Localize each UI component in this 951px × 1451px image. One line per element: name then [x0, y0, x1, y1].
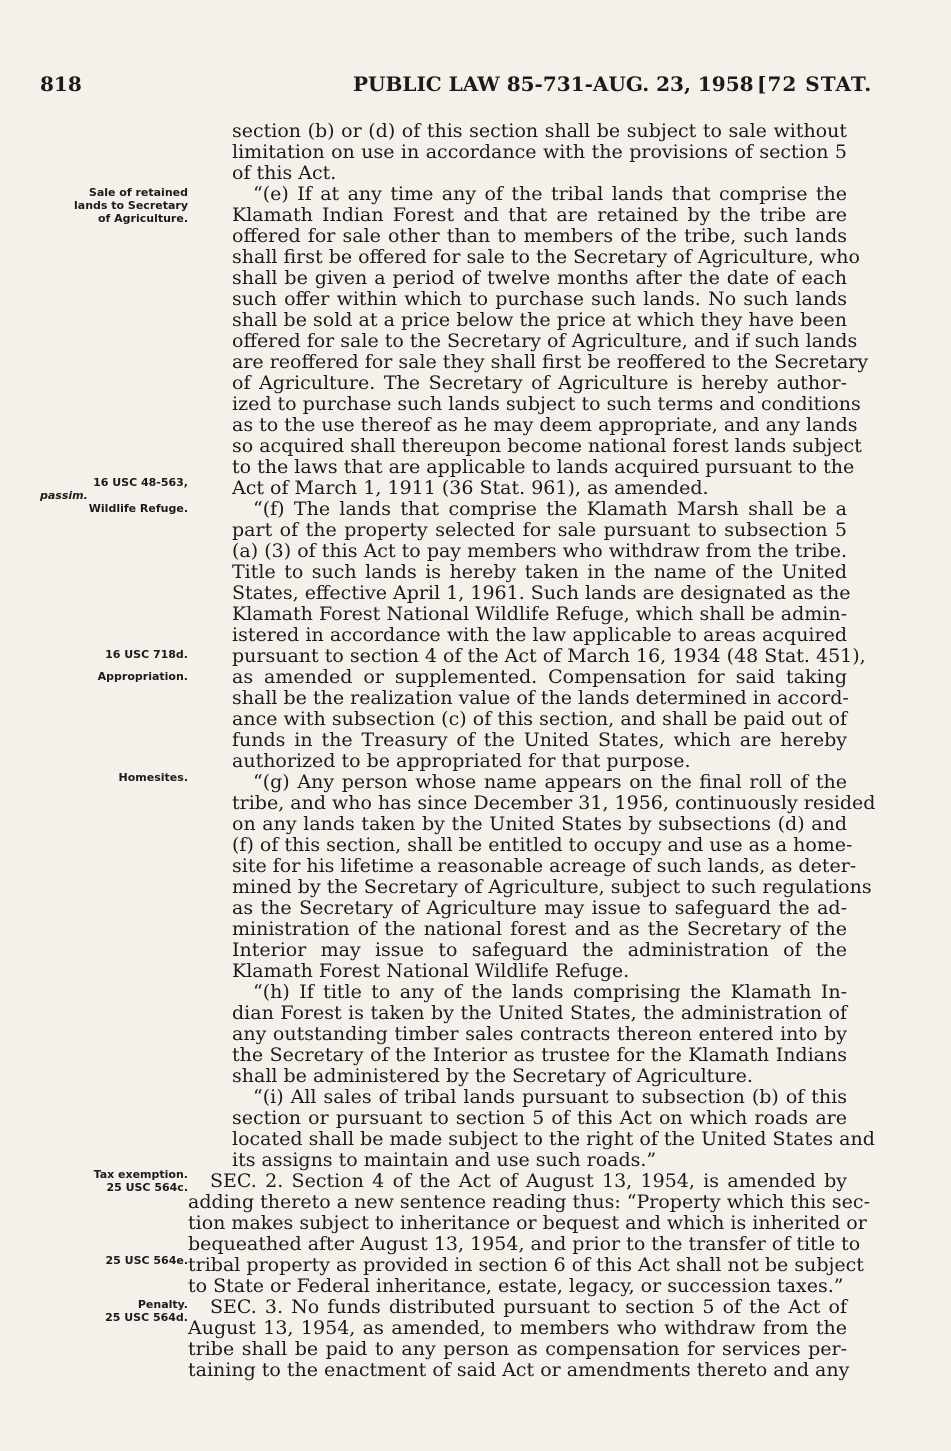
text-line: “(h) If title to any of the lands comprising the Klamath In-	[253, 981, 847, 1003]
text-line: offered for sale other than to members of the tribe, such lands	[232, 225, 847, 247]
text-line: “(i) All sales of tribal lands pursuant to subsection (b) of this	[253, 1086, 847, 1108]
margin-note-sale-retained-lands: Sale of retained lands to Secretary of Agriculture.	[74, 186, 188, 225]
text-line: limitation on use in accordance with the provisions of section 5	[232, 141, 847, 163]
text-line: located shall be made subject to the right of the United States and	[232, 1128, 875, 1150]
text-line: on any lands taken by the United States by subsections (d) and	[232, 813, 847, 835]
text-line: dian Forest is taken by the United States, the administration of	[232, 1002, 847, 1024]
text-line: such offer within which to purchase such lands. No such lands	[232, 288, 847, 310]
running-title: PUBLIC LAW 85-731-AUG. 23, 1958	[353, 72, 754, 96]
text-line: States, effective April 1, 1961. Such lands are designated as the	[232, 582, 851, 604]
text-line: are reoffered for sale they shall first be reoffered to the Secretary	[232, 351, 869, 373]
text-line: its assigns to maintain and use such roads.”	[232, 1149, 657, 1171]
text-line: ized to purchase such lands subject to such terms and conditions	[232, 393, 861, 415]
text-line: “(g) Any person whose name appears on the final roll of the	[253, 771, 847, 793]
text-line: (f) of this section, shall be entitled to occupy and use as a home-	[232, 834, 853, 856]
text-line: as amended or supplemented. Compensation for said taking	[232, 666, 847, 688]
text-line: shall be given a period of twelve months after the date of each	[232, 267, 847, 289]
text-line: ministration of the national forest and as the Secretary of the	[232, 918, 847, 940]
margin-note-homesites: Homesites.	[118, 771, 188, 784]
text-line: to the laws that are applicable to lands acquired pursuant to the	[232, 456, 855, 478]
margin-note-25-usc-564e: 25 USC 564e.	[105, 1254, 188, 1267]
text-line: istered in accordance with the law applicable to areas acquired	[232, 624, 847, 646]
margin-note-appropriation: Appropriation.	[97, 670, 188, 683]
text-line: offered for sale to the Secretary of Agriculture, and if such lands	[232, 330, 858, 352]
text-line: any outstanding timber sales contracts thereon entered into by	[232, 1023, 847, 1045]
text-line: bequeathed after August 13, 1954, and prior to the transfer of title to	[188, 1233, 861, 1255]
page-number: 818	[40, 72, 82, 96]
text-line: shall be sold at a price below the price at which they have been	[232, 309, 847, 331]
text-line: Interior may issue to safeguard the administration of the	[232, 939, 847, 961]
text-line: Title to such lands is hereby taken in the name of the United	[232, 561, 847, 583]
text-line: adding thereto a new sentence reading thus: “Property which this sec-	[188, 1191, 870, 1213]
text-line: tribe shall be paid to any person as compensation for services per-	[188, 1338, 847, 1360]
text-line: of this Act.	[232, 162, 337, 184]
text-line: pursuant to section 4 of the Act of March 16, 1934 (48 Stat. 451),	[232, 645, 866, 667]
text-line: site for his lifetime a reasonable acreage of such lands, as deter-	[232, 855, 857, 877]
text-line: taining to the enactment of said Act or amendments thereto and any	[188, 1359, 850, 1381]
text-line: of Agriculture. The Secretary of Agriculture is hereby author-	[232, 372, 847, 394]
text-line: part of the property selected for sale pursuant to subsection 5	[232, 519, 847, 541]
text-line: section or pursuant to section 5 of this Act on which roads are	[232, 1107, 847, 1129]
text-line: tribe, and who has since December 31, 1956, continuously resided	[232, 792, 876, 814]
margin-note-tax-exemption: Tax exemption. 25 USC 564c.	[93, 1168, 188, 1194]
text-line: (a) (3) of this Act to pay members who withdraw from the tribe.	[232, 540, 847, 562]
text-line: as the Secretary of Agriculture may issue to safeguard the ad-	[232, 897, 847, 919]
statute-reference: [72 STAT.	[757, 72, 873, 96]
text-line: Klamath Indian Forest and that are retained by the tribe are	[232, 204, 847, 226]
text-line: the Secretary of the Interior as trustee for the Klamath Indians	[232, 1044, 847, 1066]
text-line: shall be the realization value of the lands determined in accord-	[232, 687, 849, 709]
text-line: Klamath Forest National Wildlife Refuge, which shall be admin-	[232, 603, 847, 625]
margin-note-wildlife-refuge: Wildlife Refuge.	[88, 502, 188, 515]
text-line: funds in the Treasury of the United States, which are hereby	[232, 729, 847, 751]
text-line: tribal property as provided in section 6 of this Act shall not be subject	[188, 1254, 864, 1276]
text-line: section (b) or (d) of this section shall be subject to sale without	[232, 120, 847, 142]
margin-note-penalty: Penalty. 25 USC 564d.	[105, 1298, 188, 1324]
text-line: shall be administered by the Secretary of Agriculture.	[232, 1065, 753, 1087]
text-line: shall first be offered for sale to the Secretary of Agriculture, who	[232, 246, 860, 268]
text-line: “(e) If at any time any of the tribal lands that comprise the	[253, 183, 847, 205]
text-line: Act of March 1, 1911 (36 Stat. 961), as amended.	[232, 477, 709, 499]
text-line: to State or Federal inheritance, estate, legacy, or succession taxes.”	[188, 1275, 844, 1297]
text-line: SEC. 3. No funds distributed pursuant to section 5 of the Act of	[210, 1296, 847, 1318]
text-line: SEC. 2. Section 4 of the Act of August 13, 1954, is amended by	[210, 1170, 847, 1192]
text-line: ance with subsection (c) of this section, and shall be paid out of	[232, 708, 847, 730]
text-line: Klamath Forest National Wildlife Refuge.	[232, 960, 630, 982]
text-line: “(f) The lands that comprise the Klamath Marsh shall be a	[253, 498, 847, 520]
margin-note-16-usc-48-563: 16 USC 48-563,	[93, 476, 188, 489]
text-line: authorized to be appropriated for that purpose.	[232, 750, 691, 772]
text-line: tion makes subject to inheritance or bequest and which is inherited or	[188, 1212, 867, 1234]
margin-note-passim: passim.	[40, 489, 88, 502]
text-line: mined by the Secretary of Agriculture, subject to such regulations	[232, 876, 872, 898]
margin-note-16-usc-718d: 16 USC 718d.	[105, 648, 188, 661]
text-line: August 13, 1954, as amended, to members who withdraw from the	[188, 1317, 847, 1339]
text-line: as to the use thereof as he may deem appropriate, and any lands	[232, 414, 858, 436]
text-line: so acquired shall thereupon become national forest lands subject	[232, 435, 862, 457]
